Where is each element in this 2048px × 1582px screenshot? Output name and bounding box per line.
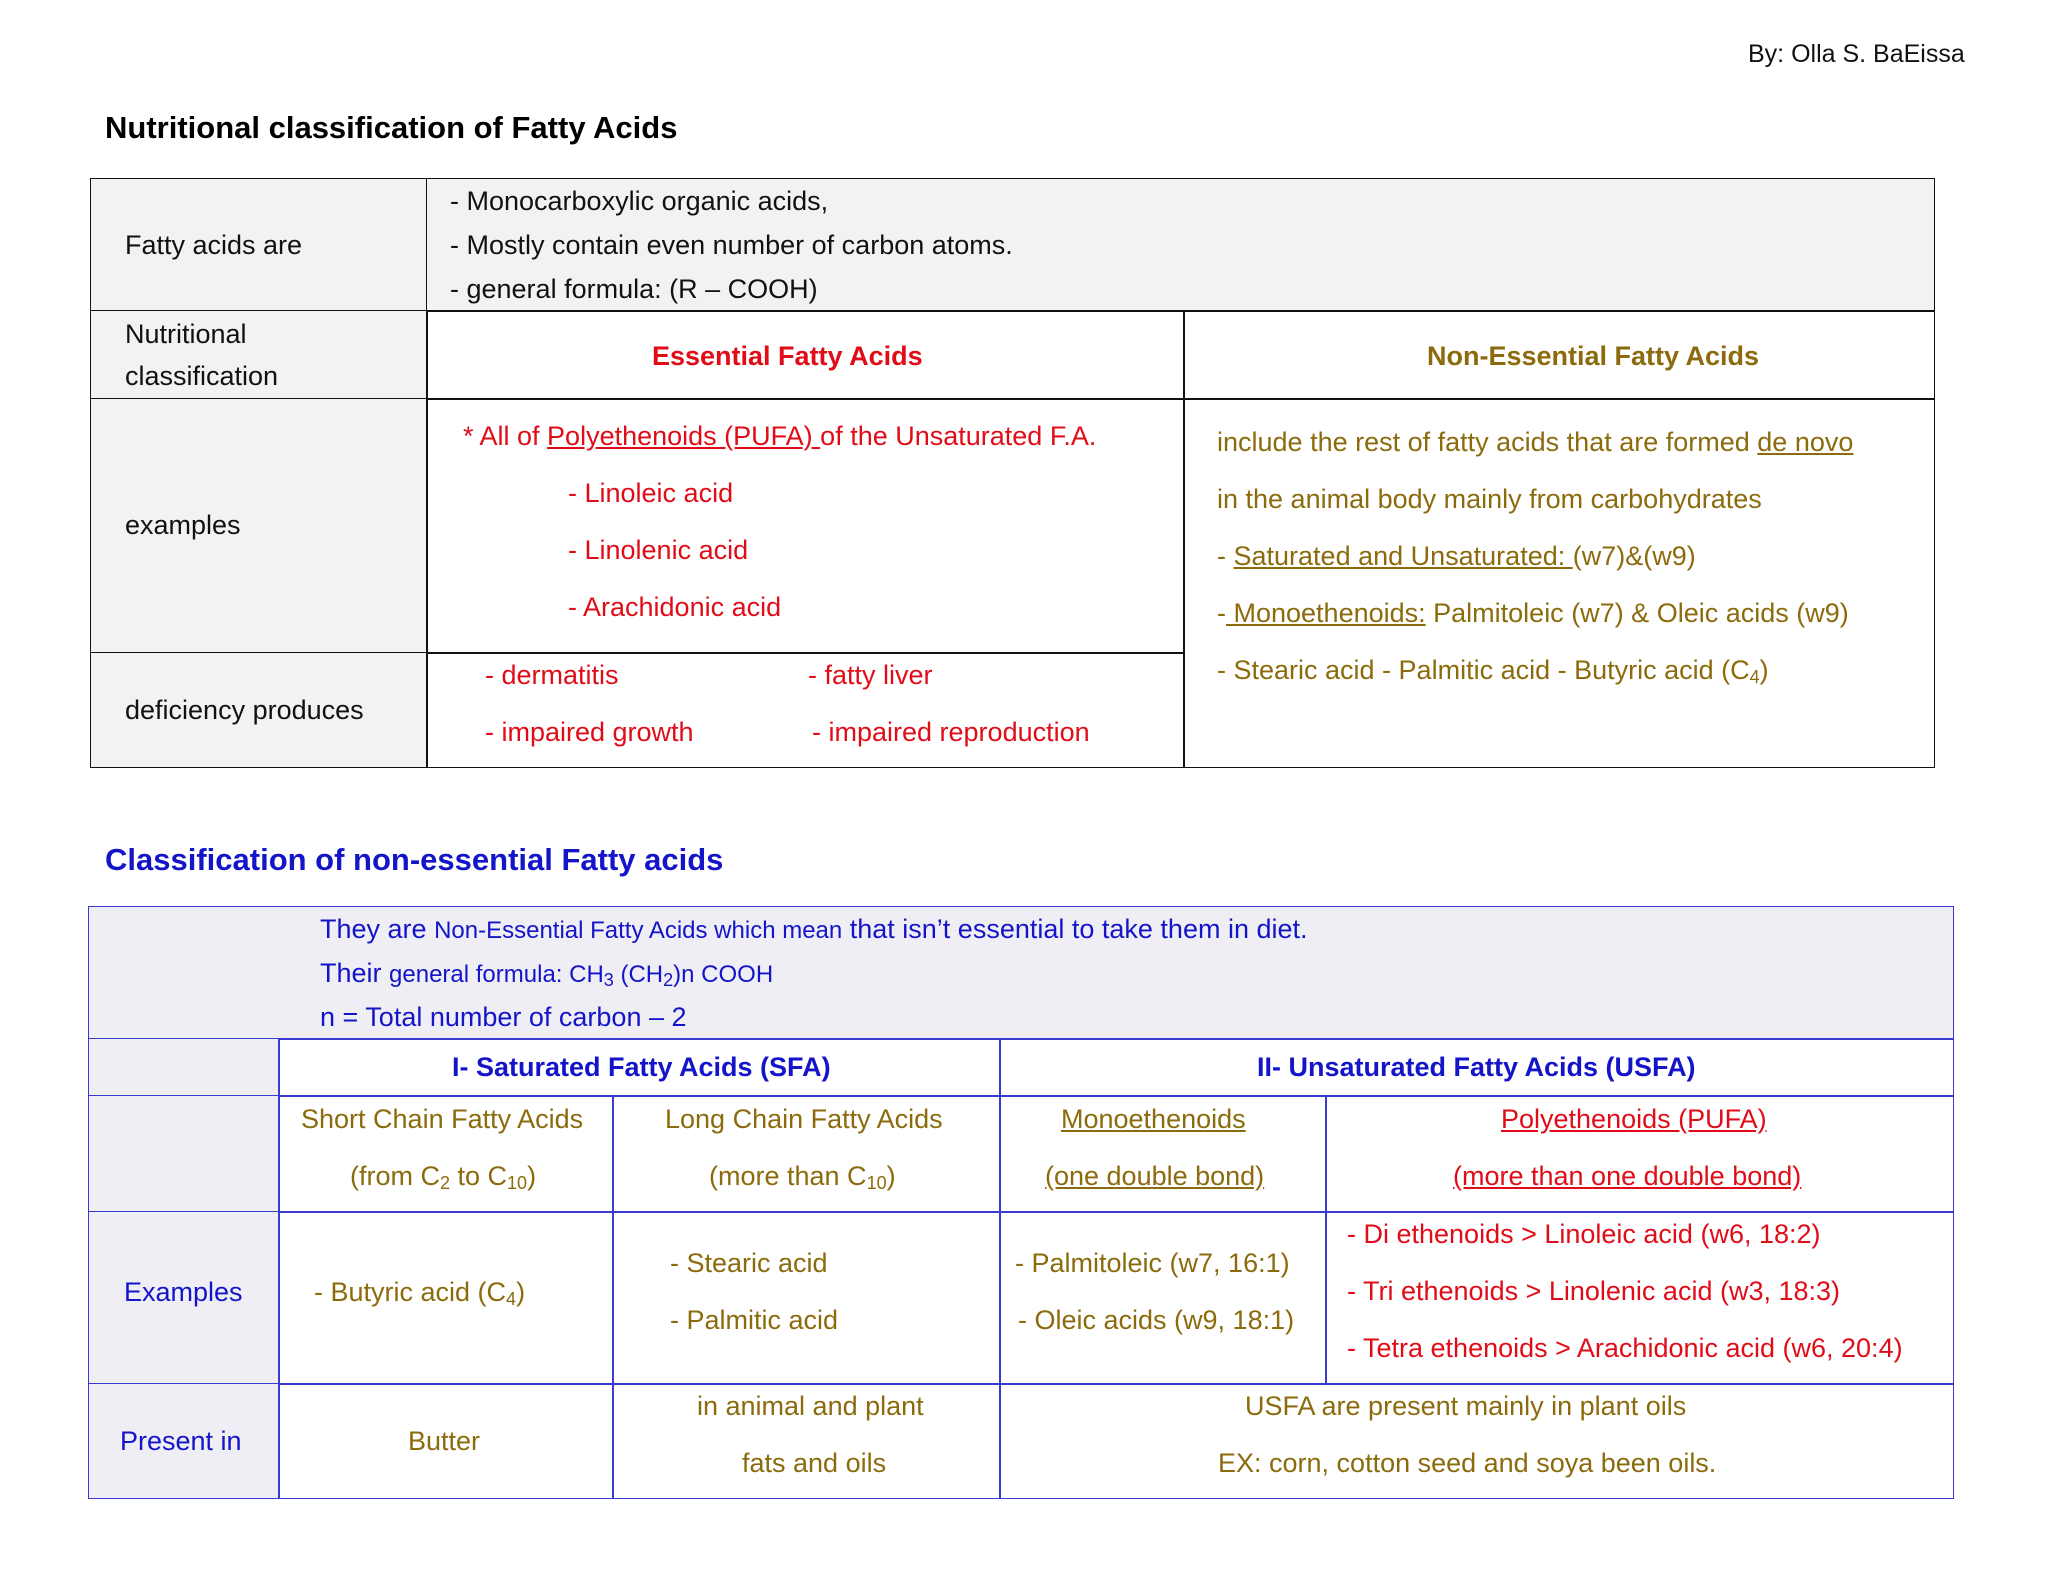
mono-example: - Oleic acids (w9, 18:1): [1018, 1305, 1295, 1335]
examples-label: Examples: [124, 1277, 243, 1307]
blank-label-cell: [88, 1038, 280, 1097]
present-long: fats and oils: [742, 1448, 887, 1478]
present-long: in animal and plant: [697, 1391, 924, 1421]
definition-line: - general formula: (R – COOH): [450, 274, 818, 304]
nonessential-classification-table: [88, 906, 1954, 1499]
mono-bond: (one double bond): [1045, 1161, 1265, 1191]
nutritional-classification-table: [90, 178, 1935, 768]
essential-fatty-acids-header: Essential Fatty Acids: [652, 341, 923, 371]
present-label: Present in: [120, 1426, 242, 1456]
nonessential-line: - Stearic acid - Palmitic acid - Butyric acid $(C_4)$: [1217, 655, 1769, 687]
present-usfa: USFA are present mainly in plant oils: [1245, 1391, 1687, 1421]
long-example: - Palmitic acid: [670, 1305, 839, 1335]
definition-line: - Mostly contain even number of carbon atoms.: [450, 230, 1013, 260]
poly-bond: (more than one double bond): [1453, 1161, 1802, 1191]
poly-label: Polyethenoids (PUFA): [1501, 1104, 1767, 1134]
deficiency-item: - impaired growth: [485, 717, 694, 747]
long-chain-label: Long Chain Fatty Acids: [665, 1104, 943, 1134]
essential-example-item: - Linolenic acid: [568, 535, 749, 565]
nonessential-fatty-acids-header: Non-Essential Fatty Acids: [1427, 341, 1760, 371]
row-label-deficiency: deficiency produces: [125, 695, 364, 725]
sfa-header: I- Saturated Fatty Acids (SFA): [452, 1052, 831, 1082]
nonessential-line: in the animal body mainly from carbohydrates: [1217, 484, 1762, 514]
poly-example: - Di ethenoids > Linoleic acid (w6, 18:2): [1347, 1219, 1821, 1249]
section-title-nonessential: Classification of non-essential Fatty acids: [105, 842, 724, 877]
short-chain-label: Short Chain Fatty Acids: [301, 1104, 584, 1134]
poly-example: - Tri ethenoids > Linolenic acid (w3, 18:3): [1347, 1276, 1841, 1306]
short-example: - Butyric acid $(C_4)$: [314, 1277, 526, 1309]
blank-label-cell: [88, 1095, 280, 1213]
present-short: Butter: [408, 1426, 481, 1456]
row-label-classification: classification: [125, 361, 279, 391]
section-title-nutritional: Nutritional classification of Fatty Acids: [105, 110, 678, 145]
nonessential-line: include the rest of fatty acids that are formed de novo: [1217, 427, 1854, 457]
row-label-examples: examples: [125, 510, 241, 540]
long-chain-range: (more than $C_{10}$): [709, 1161, 896, 1193]
intro-line: Their general formula: $CH_3$ $(CH_2)n$ COOH: [320, 958, 774, 990]
long-example: - Stearic acid: [670, 1248, 828, 1278]
essential-example-item: - Arachidonic acid: [568, 592, 782, 622]
deficiency-item: - impaired reproduction: [812, 717, 1090, 747]
intro-line: They are Non-Essential Fatty Acids which mean that isn’t essential to take them in diet.: [320, 914, 1308, 944]
deficiency-item: - fatty liver: [808, 660, 933, 690]
row-label-nutritional: Nutritional: [125, 319, 247, 349]
mono-label: Monoethenoids: [1061, 1104, 1246, 1134]
nonessential-line: - Monoethenoids: Palmitoleic (w7) & Oleic acids (w9): [1217, 598, 1849, 628]
deficiency-item: - dermatitis: [485, 660, 619, 690]
nonessential-line: - Saturated and Unsaturated: (w7)&(w9): [1217, 541, 1696, 571]
poly-example: - Tetra ethenoids > Arachidonic acid (w6, 20:4): [1347, 1333, 1903, 1363]
essential-intro: * All of Polyethenoids (PUFA) of the Unsaturated F.A.: [463, 421, 1097, 451]
intro-line: n = Total number of carbon – 2: [320, 1002, 687, 1032]
short-chain-range: (from $C_2$ to $C_{10}$): [350, 1161, 537, 1193]
definition-line: - Monocarboxylic organic acids,: [450, 186, 829, 216]
essential-example-item: - Linoleic acid: [568, 478, 734, 508]
present-usfa: EX: corn, cotton seed and soya been oils.: [1218, 1448, 1717, 1478]
row-label-fatty-acids-are: Fatty acids are: [125, 230, 303, 260]
mono-example: - Palmitoleic (w7, 16:1): [1015, 1248, 1290, 1278]
author-credit: By: Olla S. BaEissa: [1748, 40, 1965, 68]
usfa-header: II- Unsaturated Fatty Acids (USFA): [1257, 1052, 1696, 1082]
